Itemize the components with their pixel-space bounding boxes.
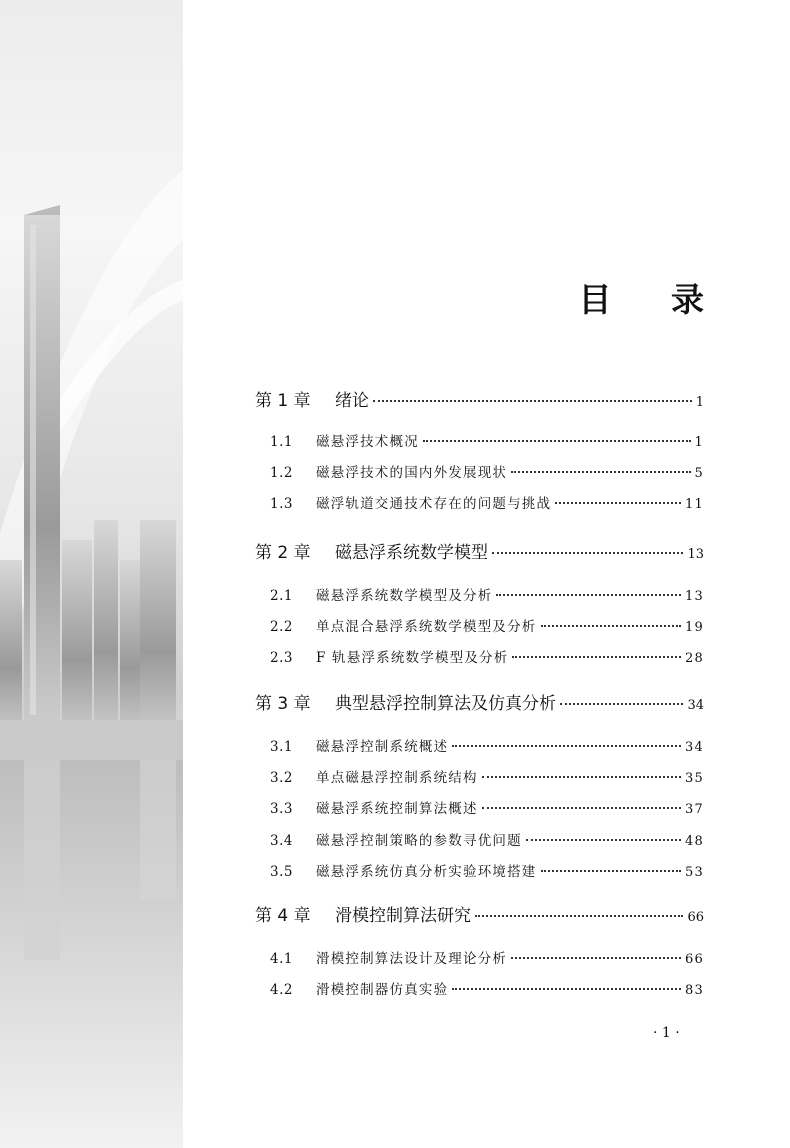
section-page-number: 53 [685, 864, 704, 880]
section-number: 3.2 [270, 770, 293, 787]
dot-leader [482, 807, 681, 809]
section-page-number: 34 [685, 740, 704, 755]
skyline-illustration [0, 0, 183, 1148]
dot-leader [452, 745, 681, 747]
chapter-page-number: 66 [687, 910, 704, 925]
section-title: 磁浮轨道交通技术存在的问题与挑战 [316, 496, 552, 513]
chapter-number: 第 2 章 [255, 543, 311, 563]
dot-leader [492, 552, 683, 554]
section-number: 3.1 [270, 739, 293, 755]
chapter-page-number: 34 [687, 698, 704, 713]
chapter-title: 典型悬浮控制算法及仿真分析 [335, 694, 556, 714]
section-number: 3.4 [270, 832, 293, 849]
section-page-number: 37 [685, 802, 704, 818]
dot-leader [511, 471, 690, 473]
section-title: 磁悬浮技术的国内外发展现状 [316, 465, 508, 482]
toc-section-4-2[interactable] [270, 978, 704, 998]
section-title: F 轨悬浮系统数学模型及分析 [316, 650, 509, 667]
chapter-title: 磁悬浮系统数学模型 [335, 543, 488, 563]
section-page-number: 5 [694, 466, 704, 482]
section-page-number: 83 [685, 983, 704, 999]
cityscape-sidebar-image [0, 0, 183, 1148]
section-number: 2.3 [270, 650, 293, 667]
dot-leader [482, 776, 681, 778]
chapter-page-number: 13 [687, 547, 704, 562]
section-number: 4.2 [270, 982, 293, 999]
section-title: 单点磁悬浮控制系统结构 [316, 770, 478, 787]
section-number: 3.5 [270, 863, 293, 880]
toc-chapter-1[interactable] [255, 386, 704, 411]
section-number: 1.1 [270, 434, 293, 450]
dot-leader [555, 502, 681, 504]
page-number: · 1 · [653, 1025, 680, 1041]
toc-section-1-3[interactable] [270, 492, 704, 512]
toc-section-1-2[interactable] [270, 461, 704, 481]
page-title: 目 录 [578, 280, 728, 319]
section-number: 2.2 [270, 619, 293, 636]
dot-leader [452, 988, 681, 990]
section-page-number: 13 [685, 589, 704, 604]
toc-section-2-1[interactable] [270, 584, 704, 604]
dot-leader [423, 440, 691, 442]
toc-chapter-3[interactable] [255, 689, 704, 714]
toc-chapter-2[interactable] [255, 538, 704, 563]
section-number: 1.3 [270, 496, 293, 513]
dot-leader [526, 839, 681, 841]
toc-section-4-1[interactable] [270, 947, 704, 967]
section-title: 单点混合悬浮系统数学模型及分析 [316, 619, 537, 636]
chapter-title: 滑模控制算法研究 [335, 906, 471, 926]
toc-chapter-4[interactable] [255, 901, 704, 926]
toc-section-3-3[interactable] [270, 797, 704, 817]
section-page-number: 11 [685, 497, 704, 513]
dot-leader [511, 957, 681, 959]
dot-leader [496, 594, 681, 596]
toc-section-2-2[interactable] [270, 615, 704, 635]
dot-leader [475, 915, 683, 917]
toc-section-3-1[interactable] [270, 735, 704, 755]
section-title: 磁悬浮控制策略的参数寻优问题 [316, 832, 522, 849]
section-page-number: 19 [685, 620, 704, 636]
chapter-number: 第 3 章 [255, 694, 311, 714]
section-title: 磁悬浮技术概况 [316, 434, 419, 450]
toc-section-3-5[interactable] [270, 860, 704, 880]
dot-leader [373, 400, 692, 402]
chapter-number: 第 4 章 [255, 906, 311, 926]
section-title: 滑模控制算法设计及理论分析 [316, 951, 508, 967]
chapter-title: 绪论 [335, 391, 369, 411]
toc-section-2-3[interactable] [270, 646, 704, 666]
section-number: 3.3 [270, 801, 293, 818]
section-page-number: 66 [685, 952, 704, 967]
dot-leader [560, 703, 683, 705]
toc-section-3-2[interactable] [270, 766, 704, 786]
section-page-number: 35 [685, 771, 704, 787]
section-page-number: 1 [694, 435, 704, 450]
toc-section-3-4[interactable] [270, 829, 704, 849]
dot-leader [541, 625, 682, 627]
chapter-number: 第 1 章 [255, 391, 311, 411]
section-title: 磁悬浮系统控制算法概述 [316, 801, 478, 818]
section-number: 1.2 [270, 465, 293, 482]
section-page-number: 28 [685, 651, 704, 667]
dot-leader [541, 870, 682, 872]
dot-leader [512, 656, 681, 658]
section-number: 2.1 [270, 588, 293, 604]
chapter-page-number: 1 [695, 395, 704, 410]
section-title: 磁悬浮系统数学模型及分析 [316, 588, 493, 604]
section-page-number: 48 [685, 833, 704, 849]
toc-section-1-1[interactable] [270, 430, 704, 450]
section-number: 4.1 [270, 951, 293, 967]
section-title: 磁悬浮控制系统概述 [316, 739, 449, 755]
section-title: 滑模控制器仿真实验 [316, 982, 449, 999]
section-title: 磁悬浮系统仿真分析实验环境搭建 [316, 863, 537, 880]
